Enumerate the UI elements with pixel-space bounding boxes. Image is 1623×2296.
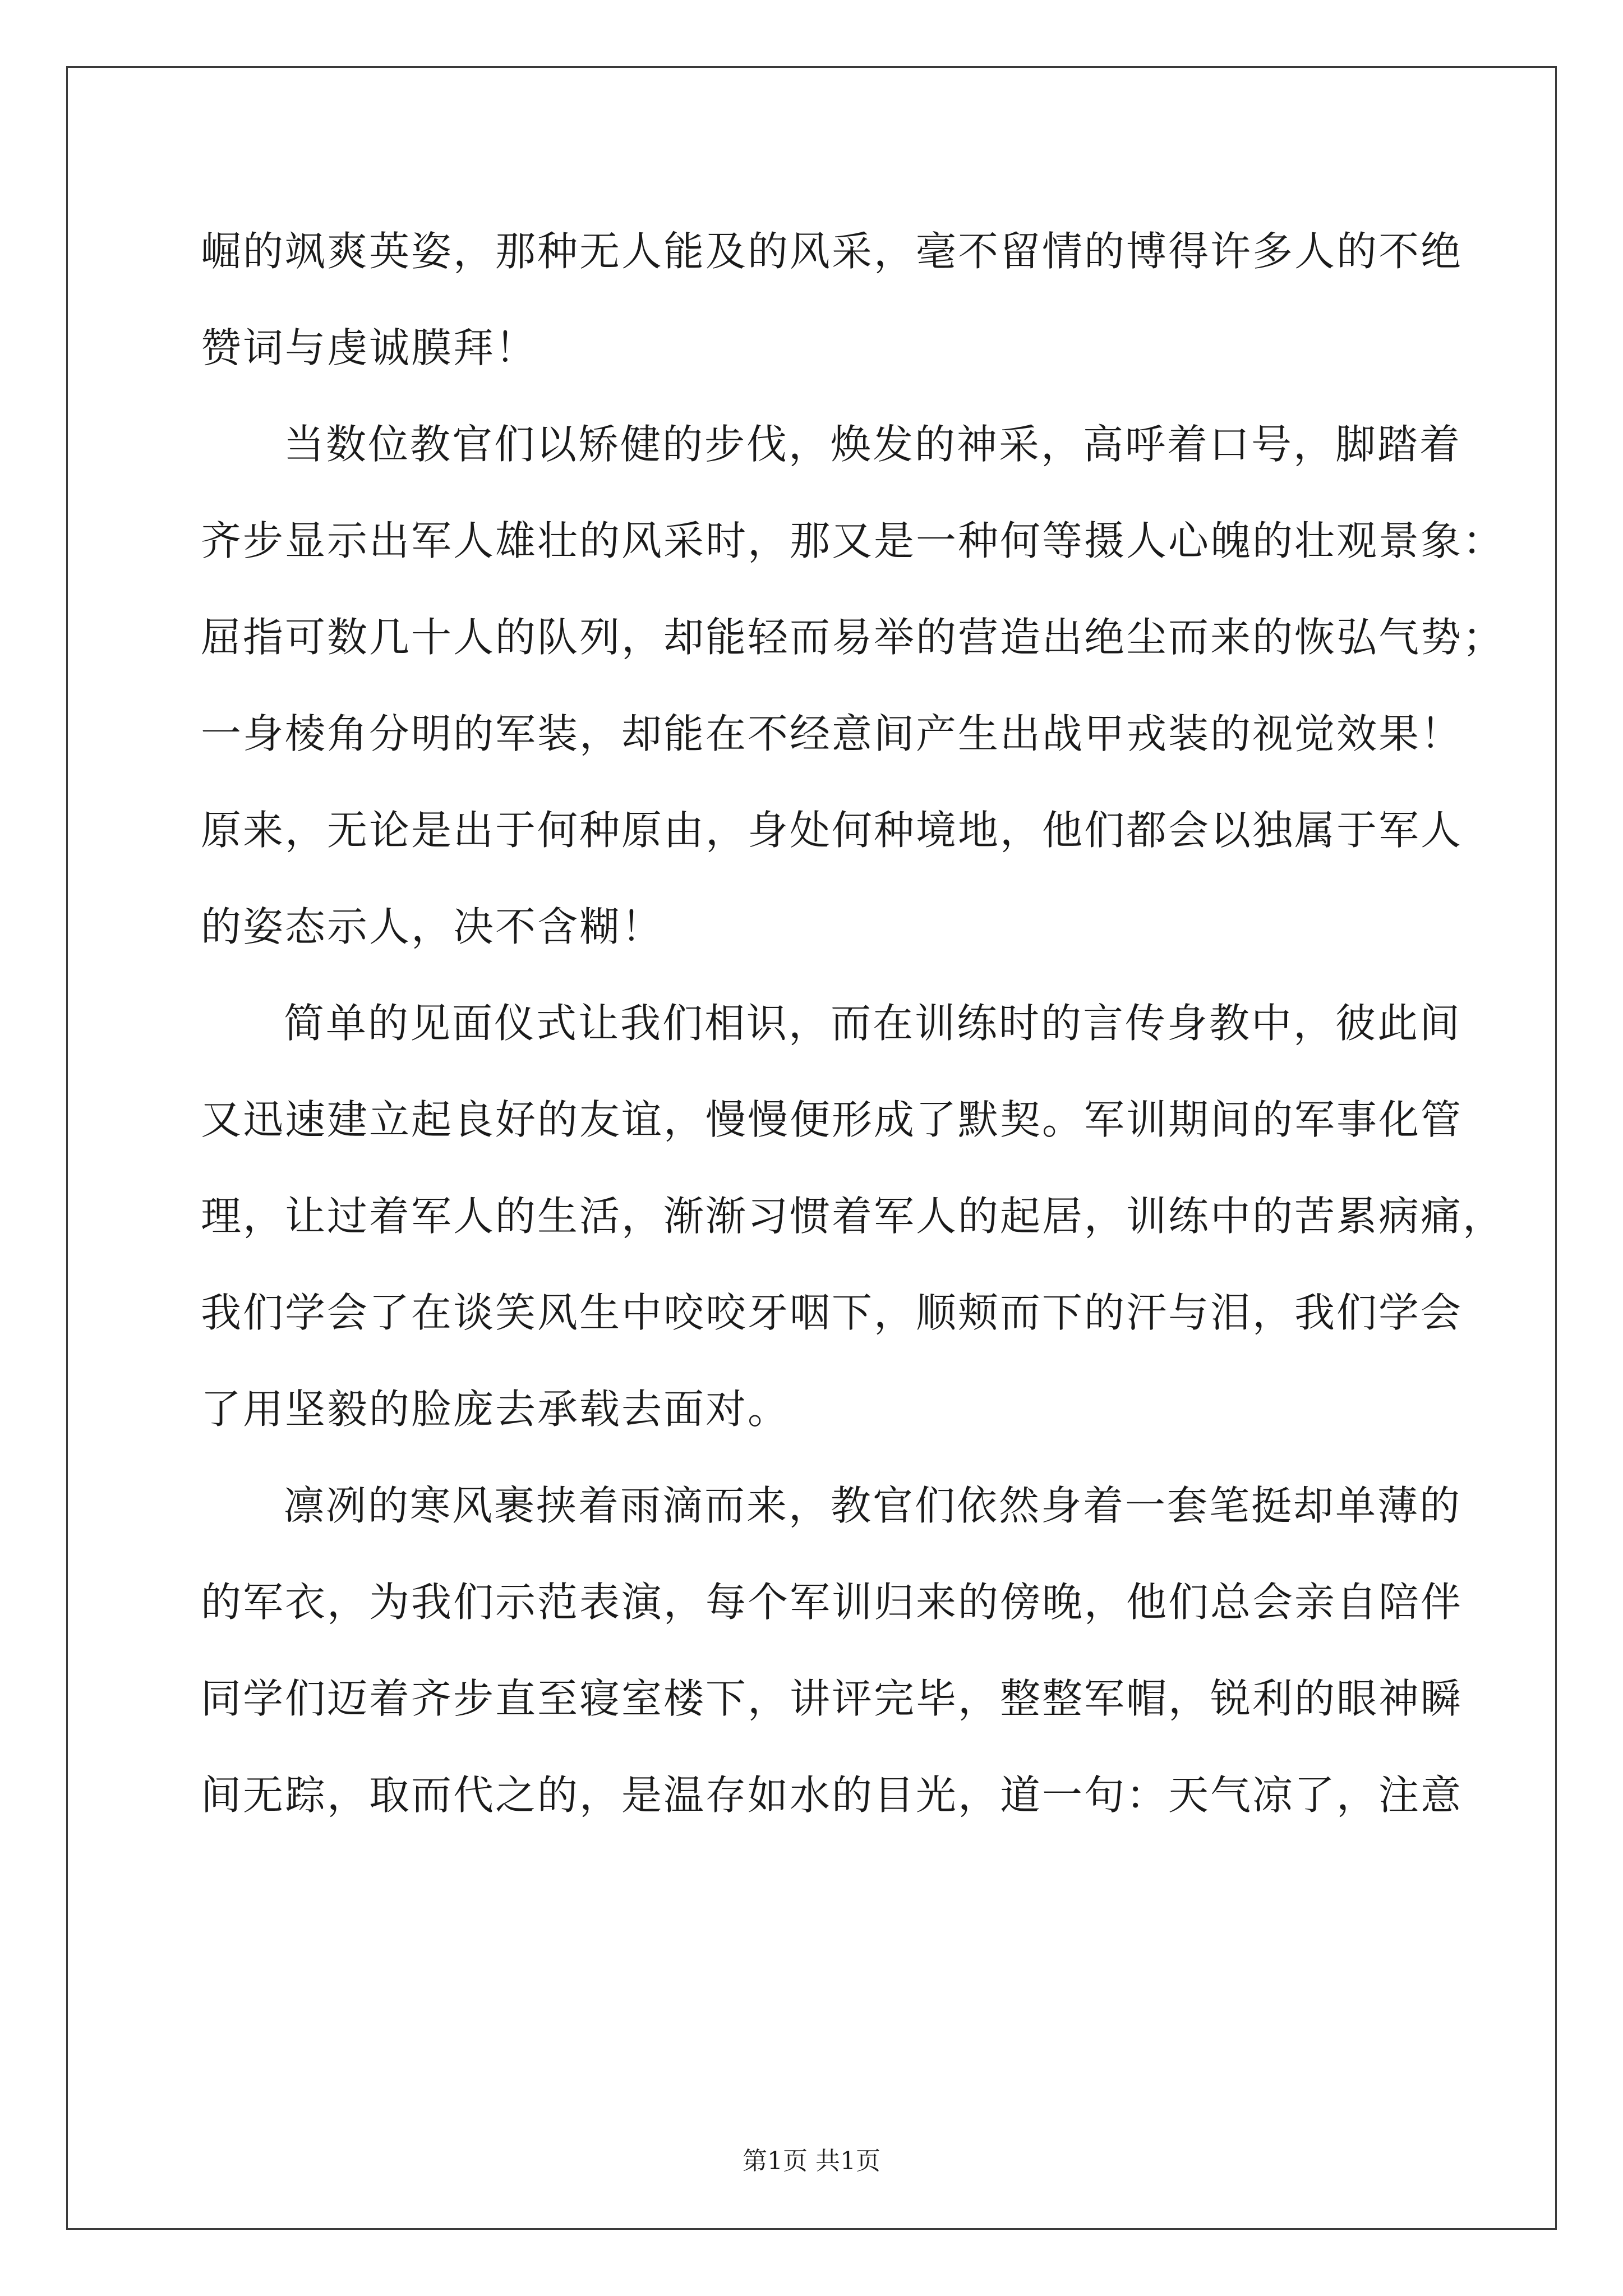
text-line: 理，让过着军人的生活，渐渐习惯着军人的起居，训练中的苦累病痛， bbox=[201, 1193, 1505, 1240]
document-body bbox=[201, 218, 1505, 1858]
text-line: 简单的见面仪式让我们相识，而在训练时的言传身教中，彼此间 bbox=[284, 1000, 1462, 1047]
text-line: 屈指可数几十人的队列，却能轻而易举的营造出绝尘而来的恢弘气势； bbox=[201, 614, 1505, 661]
text-line: 当数位教官们以矫健的步伐，焕发的神采，高呼着口号，脚踏着 bbox=[284, 421, 1462, 468]
text-line: 赞词与虔诚膜拜！ bbox=[201, 324, 538, 371]
text-line: 间无踪，取而代之的，是温存如水的目光，道一句：天气凉了，注意 bbox=[201, 1772, 1463, 1819]
text-line: 同学们迈着齐步直至寝室楼下，讲评完毕，整整军帽，锐利的眼神瞬 bbox=[201, 1675, 1463, 1722]
text-line: 原来，无论是出于何种原由，身处何种境地，他们都会以独属于军人 bbox=[201, 807, 1463, 854]
text-line: 又迅速建立起良好的友谊，慢慢便形成了默契。军训期间的军事化管 bbox=[201, 1096, 1463, 1143]
text-line: 的姿态示人，决不含糊！ bbox=[201, 903, 664, 950]
text-line: 一身棱角分明的军装，却能在不经意间产生出战甲戎装的视觉效果！ bbox=[201, 710, 1463, 757]
text-line: 我们学会了在谈笑风生中咬咬牙咽下，顺颊而下的汗与泪，我们学会 bbox=[201, 1289, 1463, 1336]
page-footer: 第1页 共1页 bbox=[743, 2147, 880, 2175]
text-line: 了用坚毅的脸庞去承载去面对。 bbox=[201, 1386, 790, 1433]
text-line: 的军衣，为我们示范表演，每个军训归来的傍晚，他们总会亲自陪伴 bbox=[201, 1579, 1463, 1626]
text-line: 凛冽的寒风裹挟着雨滴而来，教官们依然身着一套笔挺却单薄的 bbox=[284, 1482, 1462, 1529]
text-line: 齐步显示出军人雄壮的风采时，那又是一种何等摄人心魄的壮观景象： bbox=[201, 517, 1505, 564]
text-line: 崛的飒爽英姿，那种无人能及的风采，毫不留情的博得许多人的不绝 bbox=[201, 228, 1463, 275]
